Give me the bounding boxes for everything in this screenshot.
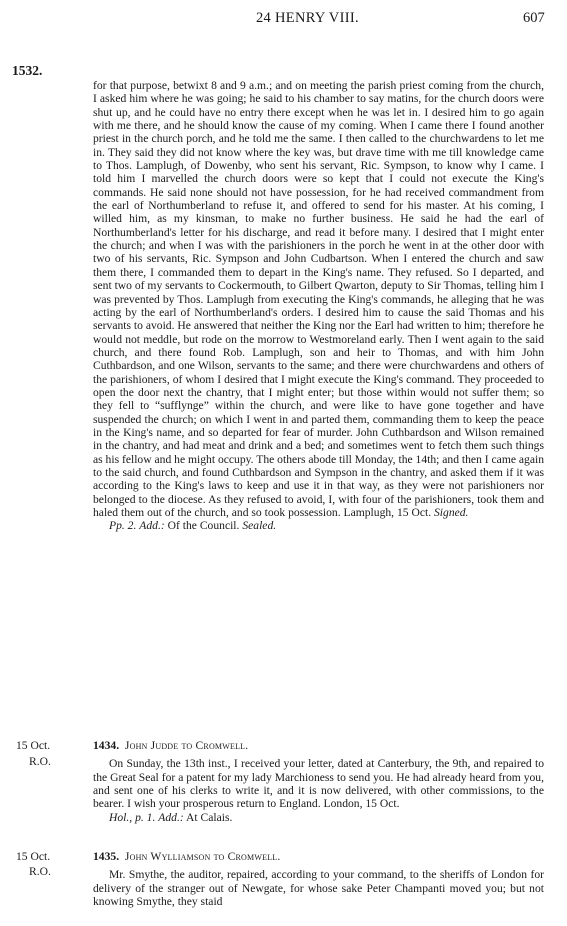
- continued-letter: [93, 79, 544, 533]
- entry-title: John Judde to Cromwell.: [124, 739, 249, 752]
- entry-1435-source: R.O.: [29, 865, 51, 878]
- address-text: Of the Council.: [167, 519, 240, 533]
- entry-1435-body: Mr. Smythe, the auditor, repaired, according to your command, to the sheriffs of London for delivery of the stranger out of Newgate, for whose sake Peter Champanti moved you; but not knowing Smythe, they staid: [93, 868, 544, 909]
- address-label: Add.:: [158, 810, 184, 824]
- letter-endnote: [93, 519, 544, 532]
- running-title: 24 HENRY VIII.: [256, 10, 359, 26]
- entry-number: 1434.: [93, 739, 120, 752]
- margin-year: 1532.: [12, 63, 43, 78]
- entry-1435-date: 15 Oct.: [16, 850, 51, 863]
- entry-1434: [93, 739, 544, 824]
- entry-1435: [93, 850, 544, 908]
- continued-letter-body: [93, 79, 544, 519]
- sealed-note: Sealed.: [242, 519, 277, 533]
- entry-1435-heading: [93, 850, 544, 863]
- entry-1434-heading: [93, 739, 544, 752]
- entry-1434-body: On Sunday, the 13th inst., I received your letter, dated at Canterbury, the 9th, and repaired to the Great Seal for a patent for my lady Marchioness to send you. He had already heard from you, and sent one of his clerks to write it, and it is now delivered, with other commissions, to the bearer. I wish your prosperous return to England. London, 15 Oct.: [93, 757, 544, 811]
- holograph-note: Hol., p. 1.: [109, 810, 156, 824]
- entry-1434-endnote: [93, 811, 544, 824]
- entry-1434-date: 15 Oct.: [16, 739, 51, 752]
- pages-note: Pp. 2.: [109, 519, 137, 533]
- letter-text: for that purpose, betwixt 8 and 9 a.m.; and on meeting the parish priest coming from the church, I asked him where he was going; he said to his chamber to say matins, for the church doors were shut up, and he could have no entry there except when he was let in. I desired him to go again with me there, and he should know the cause of my coming. When I came there I found another priest in the church porch, and he told me the same. I then called to the churchwardens to let me in. They said they did not know where the key was, but drave time with me till knowledge came to Thos. Lamplugh, of Dowenby, who sent his servant, Ric. Sympson, to know why I came. I told him I marvelled the church doors were so kept that I could not execute the King's commands. He said none should not have possession, for he had received commandment from the earl of Northumberland to refuse it, and offered to send for his master. At his coming, I willed him, as my kinsman, to make no further business. He said he had the earl of Northumberland's letter for his discharge, and read it before many. I desired that I might enter the church; and when I was with the parishioners in the porch he went in at the other door with two of his servants, Ric. Sympson and John Cudbartson. When I entered the church and saw them there, I commanded them to depart in the King's name. They refused. So I departed, and sent two of my servants to Cockermouth, to Gilbert Qwarton, deputy to Sir Thomas, telling him I was prevented by Thos. Lamplugh from executing the King's commands, he alleging that he was acting by the earl of Northumberland's orders. I desired him to cause the said Thomas and his servants to avoid. He answered that neither the King nor the Earl had written to him; therefore he would not meddle, but rode on the morrow to Westmoreland early. Then I went again to the said church, and there found Rob. Lamplugh, son and heir to Thomas, and with him John Cuthbardson, and one Wilson, servants to the same; and there were churchwardens and others of the parishioners, of whom I desired that I might execute the King's command. They proceeded to open the door next the chantry, that I might enter; but those within would not suffer them; so they fell to “sufflynge” within the church, and were like to have gone together and have suspended the church; on which I went in and parted them, commanding them to keep the peace in the King's name, and so departed for fear of murder. John Cuthbardson and Wilson remained in the chantry, and had meat and drink and a bed; and sometimes went to fetch them such things as his fellow and he might occupy. The others abode till Monday, the 14th; and then I came again to the said church, and found Cuthbardson and Sympson in the chantry, and asked them if it was according to the King's laws to keep and use it in that way, as they were not parishioners nor belonged to the diocese. As they refused to avoid, I, with four of the parishioners, took them and haled them out of the church, and so took possession. Lamplugh, 15 Oct.: [93, 79, 544, 519]
- entry-1434-source: R.O.: [29, 755, 51, 768]
- address-label: Add.:: [139, 519, 165, 533]
- address-text: At Calais.: [185, 810, 233, 824]
- signed-note: Signed.: [434, 506, 469, 519]
- entry-title: John Wylliamson to Cromwell.: [124, 850, 281, 863]
- entry-number: 1435.: [93, 850, 120, 863]
- page-number: 607: [523, 10, 545, 26]
